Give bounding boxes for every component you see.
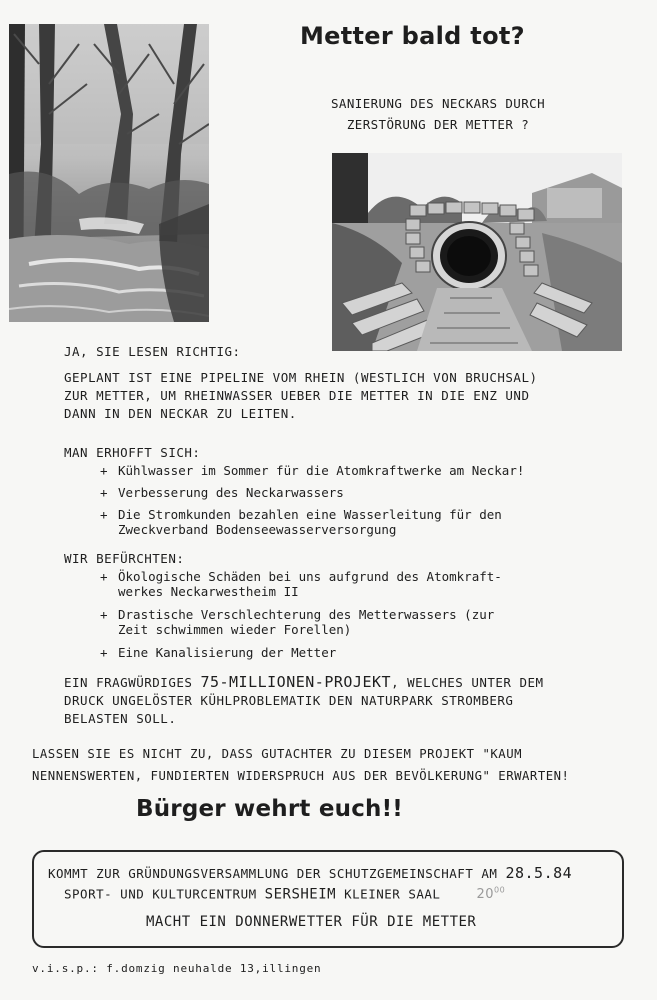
photo-stream-woodland (9, 24, 209, 322)
hopes-item-text: Verbesserung des Neckarwassers (118, 485, 344, 500)
project-line-suffix: , WELCHES UNTER DEM (391, 675, 544, 690)
project-line: DRUCK UNGELÖSTER KÜHLPROBLEMATIK DEN NATURPARK STROMBERG (64, 693, 514, 708)
photo-culvert-pipe (332, 153, 622, 351)
bullet-plus: + (100, 569, 108, 584)
hopes-item-text: Die Stromkunden bezahlen eine Wasserleitung für den (118, 507, 502, 522)
hopes-item-text: Zweckverband Bodenseewasserversorgung (118, 522, 397, 537)
intro-paragraph (64, 369, 624, 423)
event-room: KLEINER SAAL (344, 886, 441, 902)
subheadline-line: ZERSTÖRUNG DER METTER ? (346, 117, 530, 132)
subheadline (318, 93, 558, 135)
event-line (64, 886, 505, 902)
bullet-plus: + (100, 507, 108, 522)
fears-heading: WIR BEFÜRCHTEN: (64, 551, 185, 566)
fears-item-text: Ökologische Schäden bei uns aufgrund des Atomkraft- (118, 569, 502, 584)
hopes-item-text: Kühlwasser im Sommer für die Atomkraftwerke am Neckar! (118, 463, 525, 478)
event-time-handwritten (476, 887, 505, 902)
event-time-hour: 20 (476, 887, 495, 903)
event-time-minutes: 00 (494, 886, 506, 895)
intro-lead: JA, SIE LESEN RICHTIG: (64, 344, 241, 359)
appeal-line: NENNENSWERTEN, FUNDIERTEN WIDERSPRUCH AUS DER BEVÖLKERUNG" ERWARTEN! (32, 769, 570, 783)
fears-item-text: Drastische Verschlechterung des Metterwassers (zur (118, 607, 495, 622)
imprint: v.i.s.p.: f.domzig neuhalde 13,illingen (32, 962, 322, 975)
intro-line: GEPLANT IST EINE PIPELINE VOM RHEIN (WESTLICH VON BRUCHSAL) (64, 370, 538, 385)
fears-item-text: Zeit schwimmen wieder Forellen) (118, 622, 352, 637)
subheadline-line: SANIERUNG DES NECKARS DURCH (331, 96, 545, 111)
appeal-paragraph (32, 743, 632, 787)
project-line (64, 673, 624, 692)
slogan: Bürger wehrt euch!! (136, 796, 403, 822)
bullet-plus: + (100, 485, 108, 500)
intro-line: ZUR METTER, UM RHEINWASSER UEBER DIE METTER IN DIE ENZ UND (64, 388, 530, 403)
bullet-plus: + (100, 645, 108, 660)
bullet-plus: + (100, 607, 108, 622)
event-text: KOMMT ZUR GRÜNDUNGSVERSAMMLUNG DER SCHUTZGEMEINSCHAFT AM (48, 866, 498, 881)
project-line-prefix: EIN FRAGWÜRDIGES (64, 675, 201, 690)
bullet-plus: + (100, 463, 108, 478)
appeal-line: LASSEN SIE ES NICHT ZU, DASS GUTACHTER ZU DIESEM PROJEKT "KAUM (32, 747, 523, 761)
intro-line: DANN IN DEN NECKAR ZU LEITEN. (64, 406, 297, 421)
hopes-heading: MAN ERHOFFT SICH: (64, 445, 201, 460)
event-line (48, 864, 572, 882)
project-paragraph (64, 673, 624, 728)
fears-item-text: Eine Kanalisierung der Metter (118, 645, 337, 660)
project-line: BELASTEN SOLL. (64, 711, 177, 726)
event-box (32, 850, 624, 948)
event-date: 28.5.84 (505, 864, 573, 882)
project-amount: 75-MILLIONEN-PROJEKT (200, 673, 392, 691)
fears-item-text: werkes Neckarwestheim II (118, 584, 299, 599)
event-town: SERSHEIM (264, 886, 337, 903)
event-call: MACHT EIN DONNERWETTER FÜR DIE METTER (146, 914, 477, 930)
event-venue: SPORT- UND KULTURCENTRUM (64, 886, 257, 902)
headline: Metter bald tot? (300, 22, 525, 50)
